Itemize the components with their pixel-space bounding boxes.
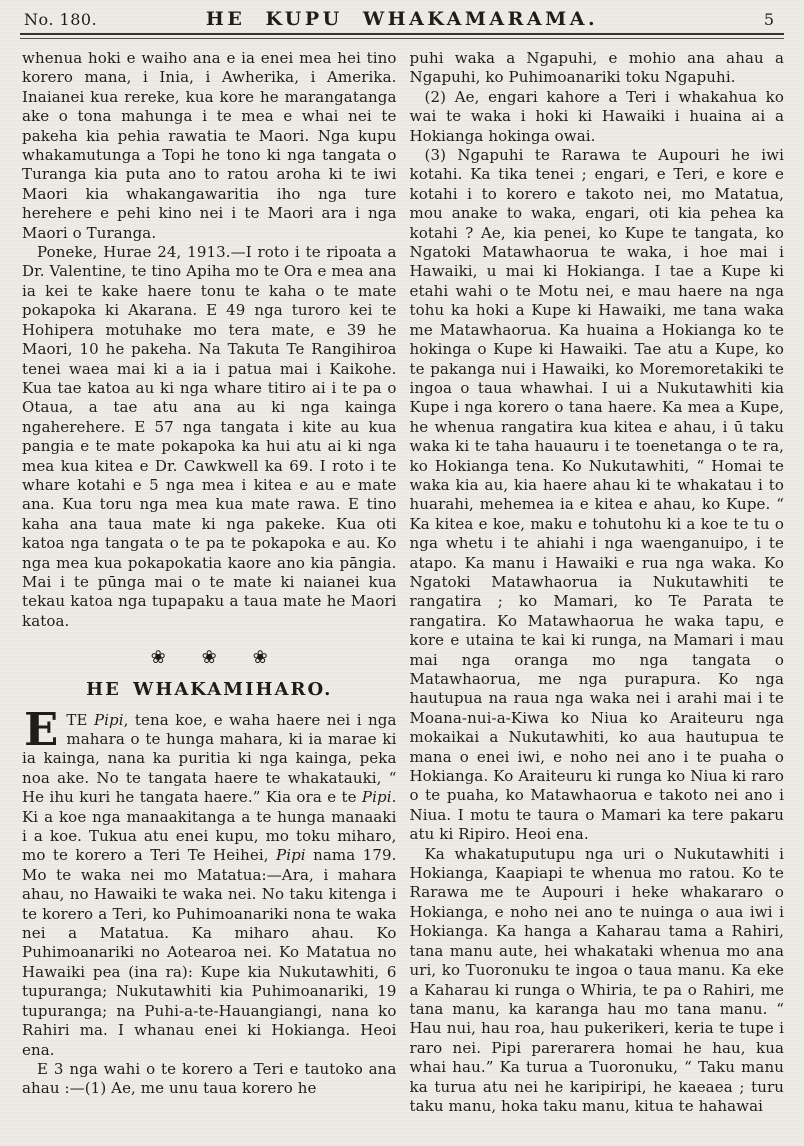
header-rule-thick — [20, 33, 784, 35]
section-heading: HE WHAKAMIHARO. — [86, 679, 333, 701]
header-rule-thin — [20, 38, 784, 39]
ornament-row — [22, 648, 397, 668]
paragraph-continuation: whenua hoki e waiho ana e ia enei mea hei tino korero mana, i Inia, i Awherika, i Amerika. Inaianei kua rereke, kua kore he marangatanga ake o tona mahunga i te mea e whai nei te pakeha kia pehia rawatia te Maori. Nga kupu whakamutunga a Topi he tono ki nga tangata o Turanga kia puta ano to ratou aroha ki te iwi Maori kia whakangawaritia iho nga ture herehere e pehi kino nei i te Maori ara i nga Maori o Turanga. — [22, 49, 397, 242]
paragraph-health-report: Poneke, Hurae 24, 1913.—I roto i te ripoata a Dr. Valentine, te tino Apiha mo te Ora e mea ana ia kei te kake haere tonu te kaha o te mate pokapoka ki Akarana. E 49 nga turoro kei te Hohipera motuhake mo tera mate, e 39 he Maori, 10 he pakeha. Na Takuta Te Rangihiroa tenei waea mai ki a ia i patua mai i Kaikohe. Kua tae katoa au ki nga whare titiro ai i te pa o Otaua, a tae atu ana au ki nga kainga ngaherehere. E 57 nga tangata i kite au kua pangia e te mate pokapoka ka hui atu ai ki nga mea kua kitea e Dr. Cawkwell ka 69. I roto i te whare kotahi e 5 nga mea i kitea e au e mate ana. Kua toru nga mea kua mate rawa. E tino kaha ana taua mate ki nga pakeke. Kua oti katoa nga tangata o te pa te pokapoka e au. Ko nga mea kua pokapokatia kaore ano kia pāngia. Mai i te pūnga mai o te mate ki naianei kua tekau katoa nga tupapaku a taua mate he Maori katoa. — [22, 243, 397, 630]
issue-number: No. 180. — [24, 10, 98, 29]
masthead-title: HE KUPU WHAKAMARAMA. — [205, 8, 599, 30]
header-rule — [20, 33, 784, 39]
page-number: 5 — [763, 10, 774, 29]
printers-flower-icon: ❀ — [150, 647, 166, 669]
printers-flower-icon: ❀ — [201, 647, 217, 669]
drop-cap: E — [24, 702, 59, 756]
printers-flower-icon: ❀ — [252, 647, 268, 669]
masthead — [0, 0, 804, 30]
paragraph-nukutawhiti-descendants: Ka whakatuputupu nga uri o Nukutawhiti i Hokianga, Kaapiapi te whenua mo ratou. Ko te Rarawa me te Aupouri i heke whakararo o Hokianga, e noho nei ano te nuinga o aua iwi i Hokianga. Ka hanga a Kaharau tama a Rahiri, tana manu aute, hei whakataki whenua mo ana uri, ko Tuoronuku te ingoa o taua manu. Ka eke a Kaharau ki runga o Whiria, te pa o Rahiri, me tana manu, ka karanga hau mo tana manu. “ Hau nui, hau roa, hau pukerikeri, keria te tupe i raro nei. Pipi parerarera homai he hau, kua whai hau.” Ka turua a Tuoronuku, “ Taku manu ka turua atu nei he karipiripi, he kaeaea ; turu taku manu, hoka taku manu, kitua te hahawai — [409, 844, 784, 1115]
paragraph-points-intro: E 3 nga wahi o te korero a Teri e tautoko ana ahau :—(1) Ae, me unu taua korero he — [22, 1059, 397, 1098]
paragraph-letter-opening — [22, 702, 397, 1060]
paragraph-ngapuhi-continuation: puhi waka a Ngapuhi, e mohio ana ahau a Ngapuhi, ko Puhimoanariki toku Ngapuhi. — [409, 49, 784, 87]
paragraph-point-3: (3) Ngapuhi te Rarawa te Aupouri he iwi kotahi. Ka tika tenei ; engari, e Teri, e kore e kotahi i to korero e takoto nei, mo Matatua, mou anake to waka, engari, oti kia pehea ka kotahi ? Ae, kia penei, ko Kupe te tangata, ko Ngatoki Matawhaorua te waka, i hoe mai i Hawaiki, u mai ki Hokianga. I tae a Kupe ki etahi wahi o te Motu nei, e mau haere na nga tohu ka hoki a Kupe ki Hawaiki, me tana waka me Matawhaorua. Ka huaina a Hokianga ko te hokinga o Kupe ki Hawaiki. Tae atu a Kupe, ko te pakanga nui i Hawaiki, ko Moremoretakiki te ingoa o taua whawhai. I ui a Nukutawhiti kia Kupe i nga korero o tana haere. Ka mea a Kupe, he whenua rangatira kua kitea e ahau, i ū taku waka ki te taha hauauru i te toenetanga o te ra, ko Hokianga tena. Ko Nukutawhiti, “ Homai te waka kia au, kia haere ahau ki te whakatau i to huarahi, mehemea ia e kitea e ahau, ko Kupe. “ Ka kitea e koe, maku e tohutohu ki a koe te tu o nga whetu i te ahiahi i nga waenganuipo, i te atapo. Ka manu i Hawaiki e rua nga waka. Ko Ngatoki Matawhaorua ia Nukutawhiti te rangatira ; ko Mamari, ko Te Parata te rangatira. Ko Matawhaorua he waka tapu, e kore e utaina te kai ki runga, na Mamari i mau mai nga oranga mo nga tangata o Matawhaorua, me nga purapura. Ko nga hautupua na raua nga waka nei i arahi mai i te Moana-nui-a-Kiwa ko Niua ko Araiteuru nga mokaikai a Nukutawhiti, ko aua hautupua te mana o enei iwi, e noho nei ano i te puaha o Hokianga. Ko Araiteuru ki runga ko Niua ki raro o te puaha, ko Matawhaorua e takoto nei ano i Niua. I motu te taura o Mamari ka tere pakaru atu ki Ripiro. Heoi ena. — [409, 146, 784, 844]
letter-opening-text: TE Pipi, tena koe, e waha haere nei i nga mahara o te hunga mahara, ki ia marae ki ia kainga, nana ka puritia ki nga kainga, peka noa ake. No te tangata haere te whakatauki, “ He ihu kuri he tangata haere.” Kia ora e te Pipi. Ki a koe nga manaakitanga a te hunga manaaki i a koe. Tukua atu enei kupu, mo toku miharo, mo te korero a Teri Te Heihei, Pipi nama 179. Mo te waka nei mo Matatua:—Ara, i mahara ahau, no Hawaiki te waka nei. No taku kitenga i te korero a Teri, ko Puhimoanariki nona te waka nei a Matatua. Ka miharo ahau. Ko Puhimoanariki no Aotearoa nei. Ko Matatua no Hawaiki pea (ina ra): Kupe kia Nukutawhiti, 6 tupuranga; Nukutawhiti kia Puhimoanariki, 19 tupuranga; na Puhi-a-te-Hauangiangi, nana ko Rahiri ma. I whanau enei ki Hokianga. Heoi ena. — [22, 710, 397, 1059]
page-body — [0, 39, 804, 1116]
paragraph-point-2: (2) Ae, engari kahore a Teri i whakahua ko wai te waka i hoki ki Hawaiki i huaina ai a Hokianga hokinga owai. — [409, 87, 784, 145]
right-column — [410, 49, 785, 1116]
left-column — [22, 49, 397, 1116]
